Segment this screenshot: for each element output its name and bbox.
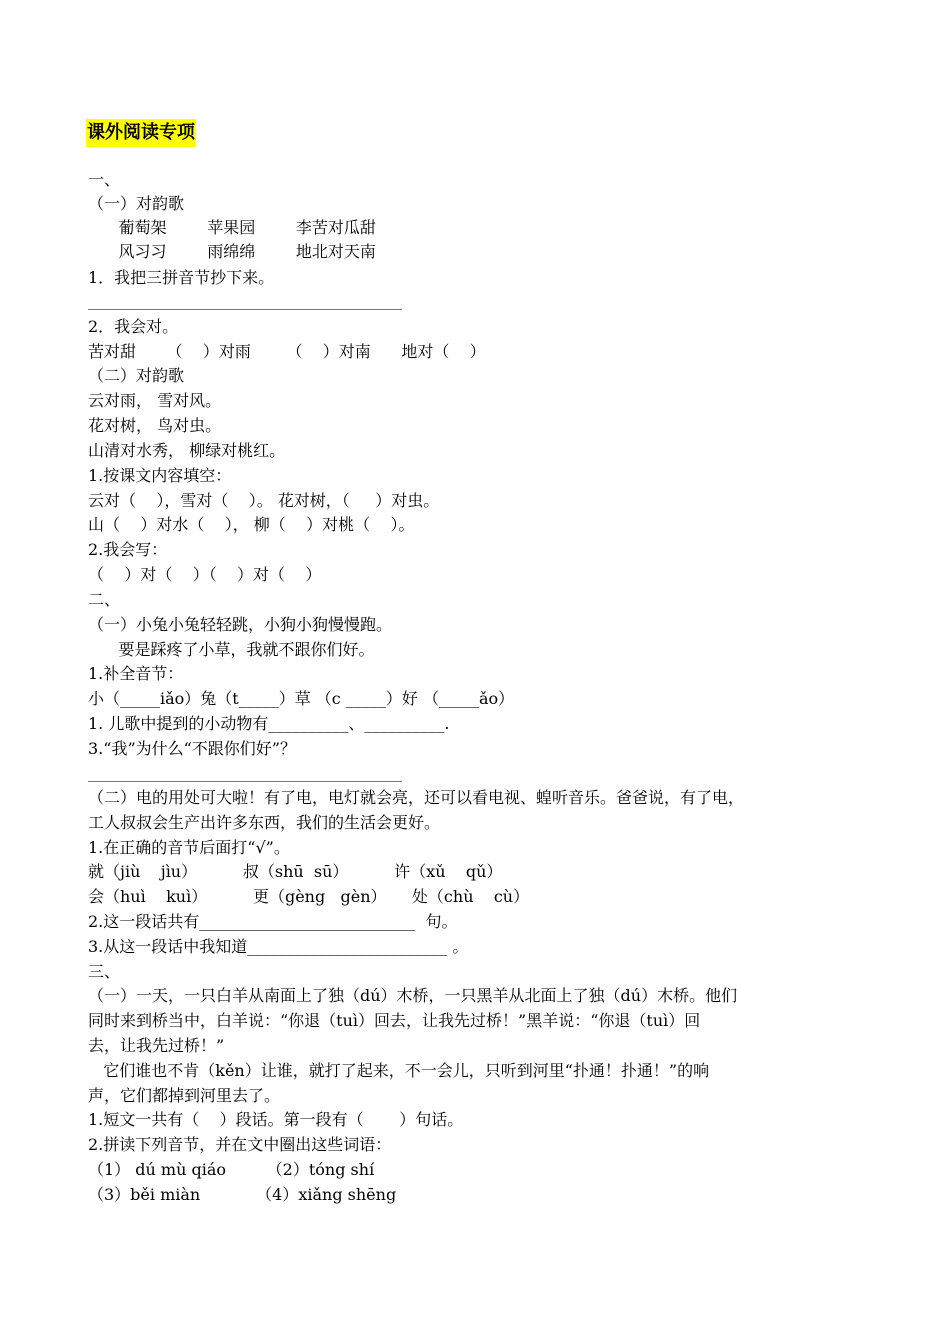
- paragraph-line: （一）一天，一只白羊从南面上了独（dú）木桥，一只黑羊从北面上了独（dú）木桥。他们: [88, 986, 738, 1005]
- fill-blank-line: 苦对甜 （ ）对雨 （ ）对南 地对（ ）: [88, 342, 486, 361]
- paragraph-line: 它们谁也不肯（kěn）让谁，就打了起来，不一会儿，只听到河里“扑通！扑通！”的响: [88, 1061, 710, 1080]
- subsection-heading: （二）对韵歌: [88, 366, 185, 385]
- poem-line: 要是踩疼了小草，我就不跟你们好。: [88, 640, 375, 659]
- poem-line: 葡萄架 苹果园 李苦对瓜甜: [88, 218, 376, 237]
- poem-line: 山清对水秀， 柳绿对桃红。: [88, 441, 286, 460]
- section-three-heading: 三、: [88, 962, 121, 981]
- section-one-heading: 一、: [88, 170, 121, 189]
- pinyin-choice-line: 会（huì kuì） 更（gèng gèn） 处（chù cù）: [88, 887, 530, 906]
- fill-blank-line: 山（ ）对水（ ）， 柳（ ）对桃（ ）。: [88, 515, 415, 534]
- paragraph-line: 工人叔叔会生产出许多东西，我们的生活会更好。: [88, 813, 441, 832]
- question: 1.在正确的音节后面打“√”。: [88, 838, 290, 857]
- question: 2.拼读下列音节，并在文中圈出这些词语：: [88, 1135, 392, 1154]
- answer-line: [88, 781, 402, 782]
- paragraph-line: 同时来到桥当中，白羊说：“你退（tuì）回去，让我先过桥！”黑羊说：“你退（tuì）回: [88, 1011, 701, 1030]
- question: 2．我会对。: [88, 317, 179, 336]
- section-two-heading: 二、: [88, 590, 121, 609]
- pinyin-choice-line: 就（jiù jìu） 叔（shū sū） 许（xǔ qǔ）: [88, 862, 503, 881]
- fill-blank-line: 小（_____iǎo）兔（t_____）草 （c _____）好 （_____ǎo）: [88, 689, 515, 708]
- question: 3.“我”为什么“不跟你们好”？: [88, 739, 296, 758]
- question: 1.按课文内容填空：: [88, 466, 232, 485]
- fill-blank-line: 1. 儿歌中提到的小动物有__________、__________.: [88, 714, 450, 733]
- fill-blank-line: 1.短文一共有（ ）段话。第一段有（ ）句话。: [88, 1110, 464, 1129]
- page-title: 课外阅读专项: [86, 119, 196, 147]
- question: 1.补全音节：: [88, 664, 184, 683]
- poem-line: 云对雨， 雪对风。: [88, 391, 222, 410]
- question: 2.我会写：: [88, 540, 168, 559]
- poem-line: 风习习 雨绵绵 地北对天南: [88, 242, 376, 261]
- paragraph-line: 声，它们都掉到河里去了。: [88, 1086, 281, 1105]
- paragraph-line: 去，让我先过桥！”: [88, 1036, 225, 1055]
- question: 1．我把三拼音节抄下来。: [88, 268, 275, 287]
- fill-blank-line: 2.这一段话共有___________________________ 句。: [88, 912, 458, 931]
- fill-blank-line: （ ）对（ ）（ ）对（ ）: [88, 565, 322, 584]
- poem-line: 花对树， 鸟对虫。: [88, 416, 222, 435]
- paragraph-line: （二）电的用处可大啦！有了电，电灯就会亮，还可以看电视、蝗听音乐。爸爸说，有了电，: [88, 788, 745, 807]
- fill-blank-line: 3.从这一段话中我知道_________________________ 。: [88, 937, 469, 956]
- fill-blank-line: 云对（ ），雪对（ ）。 花对树，（ ）对虫。: [88, 491, 440, 510]
- subsection-heading: （一）对韵歌: [88, 194, 185, 213]
- pinyin-line: （1） dú mù qiáo （2）tóng shí: [88, 1160, 375, 1179]
- answer-line: [88, 309, 402, 310]
- pinyin-line: （3）běi miàn （4）xiǎng shēng: [88, 1185, 397, 1204]
- poem-line: （一）小兔小兔轻轻跳，小狗小狗慢慢跑。: [88, 615, 393, 634]
